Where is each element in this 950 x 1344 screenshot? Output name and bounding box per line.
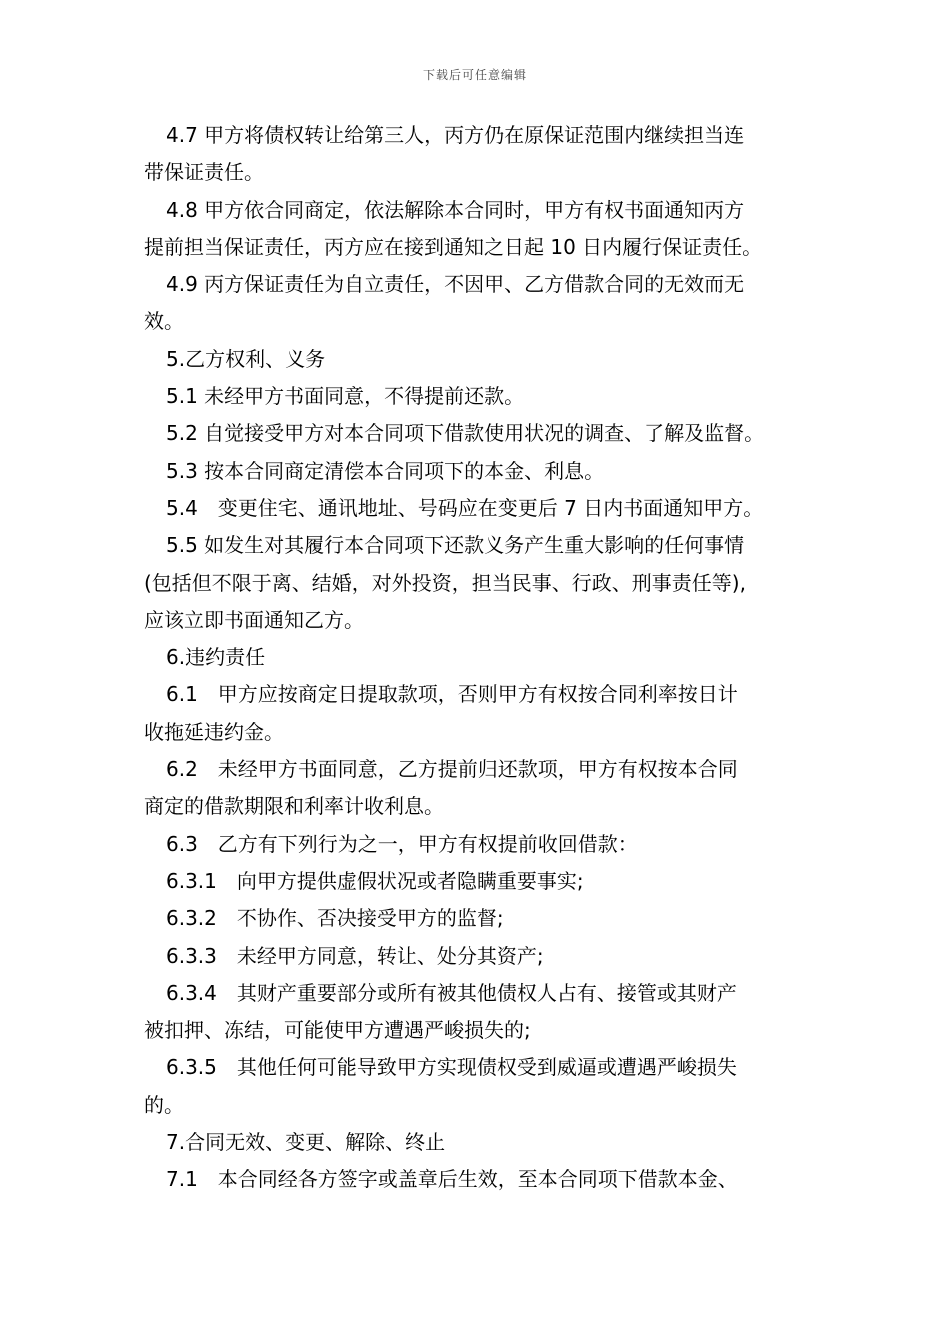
text-line: 5.乙方权利、义务 (166, 346, 326, 371)
text-line: 4.8 甲方依合同商定，依法解除本合同时，甲方有权书面通知丙方 (166, 197, 745, 222)
text-line: 6.3.2 不协作、否决接受甲方的监督; (166, 906, 504, 931)
text-line: 5.4 变更住宅、通讯地址、号码应在变更后 7 日内书面通知甲方。 (166, 495, 764, 520)
document-body (144, 117, 824, 1199)
page-header: 下载后可任意编辑 (422, 68, 527, 82)
text-line: 提前担当保证责任，丙方应在接到通知之日起 10 日内履行保证责任。 (144, 234, 763, 259)
text-line: 6.3.5 其他任何可能导致甲方实现债权受到威逼或遭遇严峻损失 (166, 1055, 737, 1080)
text-line: 5.1 未经甲方书面同意，不得提前还款。 (166, 384, 525, 409)
text-line: 带保证责任。 (144, 160, 264, 185)
text-line: 4.7 甲方将债权转让给第三人，丙方仍在原保证范围内继续担当连 (166, 123, 745, 147)
text-line: 效。 (144, 309, 184, 334)
text-line: 5.2 自觉接受甲方对本合同项下借款使用状况的调查、了解及监督。 (166, 421, 765, 446)
text-line: 6.3 乙方有下列行为之一，甲方有权提前收回借款： (166, 831, 638, 856)
text-line: 的。 (144, 1092, 184, 1117)
text-line: (包括但不限于离、结婚，对外投资，担当民事、行政、刑事责任等), (144, 570, 746, 595)
text-line: 应该立即书面通知乙方。 (144, 607, 364, 632)
text-line: 被扣押、冻结，可能使甲方遭遇严峻损失的; (144, 1018, 531, 1043)
text-line: 6.3.3 未经甲方同意，转让、处分其资产; (166, 943, 544, 968)
text-line: 商定的借款期限和利率计收利息。 (144, 794, 444, 819)
text-line: 6.违约责任 (166, 645, 266, 670)
text-line: 5.3 按本合同商定清偿本合同项下的本金、利息。 (166, 458, 605, 483)
text-line: 收拖延违约金。 (144, 719, 284, 744)
text-line: 6.3.4 其财产重要部分或所有被其他债权人占有、接管或其财产 (166, 980, 737, 1005)
text-line: 6.1 甲方应按商定日提取款项，否则甲方有权按合同利率按日计 (166, 682, 738, 707)
text-line: 5.5 如发生对其履行本合同项下还款义务产生重大影响的任何事情 (166, 533, 745, 558)
text-line: 4.9 丙方保证责任为自立责任，不因甲、乙方借款合同的无效而无 (166, 272, 745, 297)
text-line: 6.3.1 向甲方提供虚假状况或者隐瞒重要事实; (166, 868, 584, 893)
text-line: 6.2 未经甲方书面同意，乙方提前归还款项，甲方有权按本合同 (166, 757, 738, 782)
text-line: 7.合同无效、变更、解除、终止 (166, 1130, 446, 1155)
text-line: 7.1 本合同经各方签字或盖章后生效，至本合同项下借款本金、 (166, 1167, 738, 1192)
